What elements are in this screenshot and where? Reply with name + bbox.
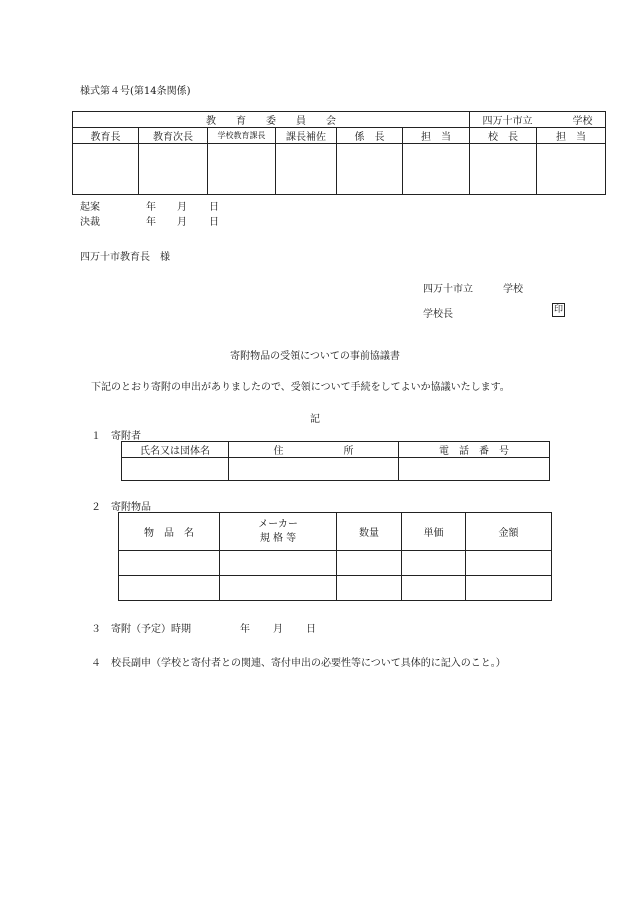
section3-heading: ３ 寄附（予定）時期 [91, 624, 191, 635]
draft-label: 起案 [80, 202, 100, 213]
decision-label: 決裁 [80, 217, 100, 228]
section3-year: 年 [240, 624, 250, 635]
stamp-cell[interactable] [139, 144, 208, 195]
item-name-header: 物 品 名 [119, 513, 220, 551]
maker-header: メーカー [258, 518, 298, 530]
board-header: 教 育 委 員 会 [73, 112, 470, 128]
stamp-cell[interactable] [403, 144, 470, 195]
items-table [118, 512, 552, 601]
donor-table [121, 441, 550, 481]
ki-label: 記 [310, 414, 320, 425]
document-title: 寄附物品の受領についての事前協議書 [230, 351, 400, 362]
form-number: 様式第４号(第14条関係) [80, 86, 191, 97]
spec-header: 規 格 等 [259, 532, 297, 544]
donor-name-header: 氏名又は団体名 [122, 442, 229, 458]
item-cell[interactable] [220, 576, 337, 601]
item-cell[interactable] [466, 551, 552, 576]
section3-day: 日 [306, 624, 316, 635]
role-school-education-director: 学校教育課長 [208, 128, 276, 144]
body-text: 下記のとおり寄附の申出がありましたので、受領について手続をしてよいか協議いたします。 [91, 382, 510, 393]
item-cell[interactable] [337, 576, 402, 601]
stamp-cell[interactable] [208, 144, 276, 195]
item-cell[interactable] [402, 576, 466, 601]
donor-phone-cell[interactable] [399, 458, 550, 481]
role-superintendent: 教育長 [73, 128, 139, 144]
draft-year: 年 [146, 202, 156, 213]
draft-month: 月 [177, 202, 187, 213]
sender-principal: 学校長 [423, 309, 453, 320]
role-assistant-director: 課長補佐 [276, 128, 337, 144]
sender-school: 四万十市立 学校 [423, 284, 523, 295]
draft-day: 日 [209, 202, 219, 213]
role-section-chief: 係 長 [337, 128, 403, 144]
maker-spec-header [220, 513, 337, 551]
role-board-staff: 担 当 [403, 128, 470, 144]
school-header: 四万十市立 学校 [470, 112, 606, 128]
item-cell[interactable] [119, 551, 220, 576]
addressee: 四万十市教育長 様 [80, 252, 170, 263]
role-school-staff: 担 当 [537, 128, 606, 144]
seal-mark: 印 [554, 305, 564, 315]
stamp-cell[interactable] [537, 144, 606, 195]
unit-price-header: 単価 [402, 513, 466, 551]
decision-year: 年 [146, 217, 156, 228]
item-cell[interactable] [466, 576, 552, 601]
section3-month: 月 [273, 624, 283, 635]
item-cell[interactable] [337, 551, 402, 576]
stamp-cell[interactable] [337, 144, 403, 195]
item-cell[interactable] [402, 551, 466, 576]
approval-table [72, 111, 606, 195]
role-principal: 校 長 [470, 128, 537, 144]
quantity-header: 数量 [337, 513, 402, 551]
stamp-cell[interactable] [276, 144, 337, 195]
decision-month: 月 [177, 217, 187, 228]
donor-phone-header: 電 話 番 号 [399, 442, 550, 458]
donor-address-header: 住 所 [229, 442, 399, 458]
stamp-cell[interactable] [470, 144, 537, 195]
item-cell[interactable] [119, 576, 220, 601]
stamp-cell[interactable] [73, 144, 139, 195]
item-cell[interactable] [220, 551, 337, 576]
role-deputy-superintendent: 教育次長 [139, 128, 208, 144]
section2-heading: ２ 寄附物品 [91, 502, 151, 513]
section4-heading: ４ 校長副申（学校と寄付者との関連、寄付申出の必要性等について具体的に記入のこと。） [91, 658, 506, 669]
amount-header: 金額 [466, 513, 552, 551]
decision-day: 日 [209, 217, 219, 228]
section1-heading: １ 寄附者 [91, 431, 141, 442]
donor-name-cell[interactable] [122, 458, 229, 481]
donor-address-cell[interactable] [229, 458, 399, 481]
